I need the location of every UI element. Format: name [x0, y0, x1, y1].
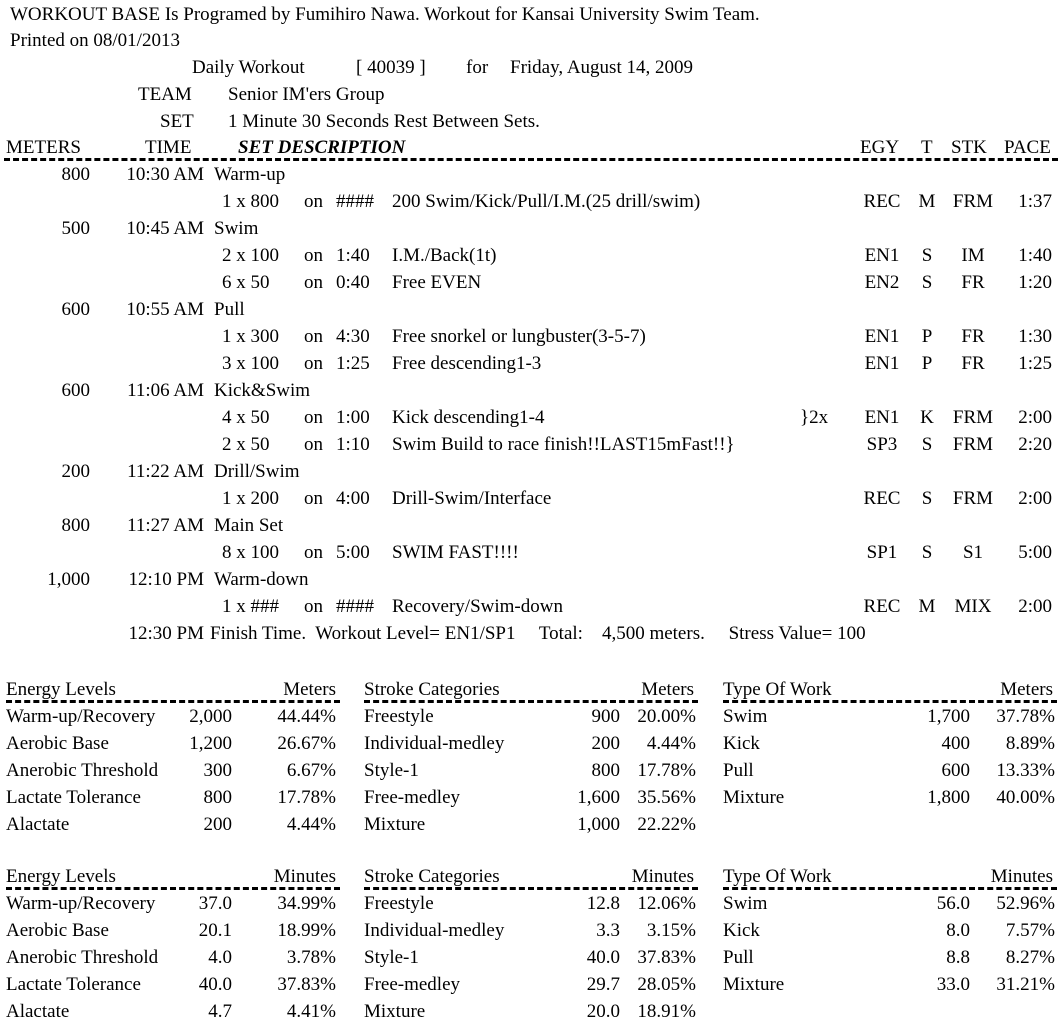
row-interval: 1:25: [336, 353, 370, 374]
summary-label: Aerobic Base: [6, 920, 109, 941]
summary-title: Energy Levels: [6, 866, 116, 887]
row-type: P: [921, 353, 933, 374]
row-description: SWIM FAST!!!!: [392, 542, 519, 563]
summary-label: Warm-up/Recovery: [6, 893, 156, 914]
row-on: on: [304, 245, 323, 266]
summary-label: Swim: [723, 706, 768, 727]
summary-percent: 34.99%: [277, 893, 336, 914]
row-type: S: [921, 542, 933, 563]
team-value: Senior IM'ers Group: [228, 84, 385, 105]
row-pace: 2:00: [1018, 596, 1052, 617]
header-title-line: WORKOUT BASE Is Programed by Fumihiro Nawa. Workout for Kansai University Swim Team.: [10, 4, 760, 25]
team-label: TEAM: [138, 84, 192, 105]
row-on: on: [304, 542, 323, 563]
row-on: on: [304, 488, 323, 509]
row-pace: 1:40: [1018, 245, 1052, 266]
summary-label: Alactate: [6, 814, 70, 835]
row-description: Drill-Swim/Interface: [392, 488, 552, 509]
summary-label: Mixture: [723, 974, 785, 995]
finish-summary: Finish Time. Workout Level= EN1/SP1 Total: 4,500 meters. Stress Value= 100: [210, 623, 866, 644]
summary-percent: 3.78%: [286, 947, 336, 968]
row-energy: SP1: [866, 542, 898, 563]
summary-percent: 20.00%: [637, 706, 696, 727]
summary-label: Lactate Tolerance: [6, 787, 141, 808]
row-energy: EN1: [864, 245, 900, 266]
col-set-description: SET DESCRIPTION: [238, 137, 406, 158]
summary-percent: 31.21%: [996, 974, 1055, 995]
summary-percent: 18.99%: [277, 920, 336, 941]
row-stroke: FRM: [952, 191, 994, 212]
row-type: M: [918, 596, 936, 617]
set-value: 1 Minute 30 Seconds Rest Between Sets.: [228, 111, 540, 132]
summary-label: Lactate Tolerance: [6, 974, 141, 995]
summary-percent: 26.67%: [277, 733, 336, 754]
row-interval: ####: [336, 191, 374, 212]
set-time: 10:55 AM: [126, 299, 204, 320]
summary-value: 20.0: [586, 1001, 620, 1022]
summary-label: Mixture: [364, 814, 426, 835]
summary-label: Swim: [723, 893, 768, 914]
summary-label: Freestyle: [364, 706, 434, 727]
col-egy: EGY: [860, 137, 900, 158]
col-pace: PACE: [1004, 137, 1051, 158]
summary-label: Anerobic Threshold: [6, 947, 159, 968]
summary-label: Warm-up/Recovery: [6, 706, 156, 727]
summary-title: Stroke Categories: [364, 866, 500, 887]
summary-percent: 18.91%: [637, 1001, 696, 1022]
summary-unit: Minutes: [273, 866, 336, 887]
row-pace: 2:00: [1018, 488, 1052, 509]
workout-id: [ 40039 ]: [356, 57, 426, 78]
summary-label: Free-medley: [364, 787, 461, 808]
summary-value: 1,600: [577, 787, 620, 808]
summary-title: Type Of Work: [723, 679, 832, 700]
summary-percent: 4.44%: [286, 814, 336, 835]
set-name: Main Set: [214, 515, 284, 536]
row-pace: 1:37: [1018, 191, 1052, 212]
summary-value: 1,700: [927, 706, 970, 727]
row-description: Free descending1-3: [392, 353, 542, 374]
set-time: 10:45 AM: [126, 218, 204, 239]
summary-value: 400: [941, 733, 970, 754]
summary-value: 8.0: [946, 920, 970, 941]
row-interval: 5:00: [336, 542, 370, 563]
row-reps: 2 x 50: [222, 434, 270, 455]
summary-label: Aerobic Base: [6, 733, 109, 754]
summary-percent: 8.89%: [1005, 733, 1055, 754]
row-energy: EN1: [864, 326, 900, 347]
set-label: SET: [160, 111, 194, 132]
summary-percent: 52.96%: [996, 893, 1055, 914]
workout-date: Friday, August 14, 2009: [510, 57, 693, 78]
row-type: M: [918, 191, 936, 212]
set-meters: 800: [61, 164, 90, 185]
row-reps: 1 x 300: [222, 326, 279, 347]
summary-value: 4.0: [208, 947, 232, 968]
set-name: Swim: [214, 218, 259, 239]
row-on: on: [304, 353, 323, 374]
row-energy: EN1: [864, 353, 900, 374]
summary-percent: 28.05%: [637, 974, 696, 995]
summary-percent: 4.41%: [286, 1001, 336, 1022]
row-on: on: [304, 326, 323, 347]
row-pace: 5:00: [1018, 542, 1052, 563]
row-energy: REC: [863, 596, 901, 617]
row-type: P: [921, 326, 933, 347]
summary-unit: Minutes: [990, 866, 1053, 887]
summary-value: 4.7: [208, 1001, 232, 1022]
summary-label: Individual-medley: [364, 733, 505, 754]
summary-label: Pull: [723, 947, 754, 968]
set-name: Warm-down: [214, 569, 309, 590]
row-description: Swim Build to race finish!!LAST15mFast!!}: [392, 434, 735, 455]
row-description: Free snorkel or lungbuster(3-5-7): [392, 326, 646, 347]
set-time: 12:10 PM: [128, 569, 204, 590]
summary-value: 800: [203, 787, 232, 808]
row-reps: 8 x 100: [222, 542, 279, 563]
summary-label: Alactate: [6, 1001, 70, 1022]
row-stroke: MIX: [954, 596, 992, 617]
summary-label: Style-1: [364, 760, 419, 781]
set-meters: 200: [61, 461, 90, 482]
summary-unit: Meters: [1000, 679, 1053, 700]
row-stroke: FRM: [952, 407, 994, 428]
summary-percent: 13.33%: [996, 760, 1055, 781]
summary-divider: [6, 700, 340, 703]
summary-value: 900: [591, 706, 620, 727]
summary-label: Anerobic Threshold: [6, 760, 159, 781]
summary-percent: 37.83%: [277, 974, 336, 995]
summary-percent: 6.67%: [286, 760, 336, 781]
summary-percent: 40.00%: [996, 787, 1055, 808]
row-pace: 1:30: [1018, 326, 1052, 347]
row-description: Recovery/Swim-down: [392, 596, 563, 617]
finish-time: 12:30 PM: [128, 623, 204, 644]
printed-date: Printed on 08/01/2013: [10, 30, 180, 51]
summary-label: Kick: [723, 733, 760, 754]
set-time: 11:06 AM: [127, 380, 204, 401]
summary-percent: 4.44%: [646, 733, 696, 754]
col-stk: STK: [951, 137, 987, 158]
row-stroke: FR: [961, 353, 985, 374]
summary-unit: Meters: [641, 679, 694, 700]
summary-divider: [723, 887, 1057, 890]
row-reps: 2 x 100: [222, 245, 279, 266]
row-energy: REC: [863, 488, 901, 509]
summary-value: 1,200: [189, 733, 232, 754]
row-description: I.M./Back(1t): [392, 245, 497, 266]
row-reps: 4 x 50: [222, 407, 270, 428]
row-on: on: [304, 434, 323, 455]
summary-percent: 17.78%: [277, 787, 336, 808]
summary-value: 20.1: [198, 920, 232, 941]
row-pace: 2:20: [1018, 434, 1052, 455]
set-time: 11:27 AM: [127, 515, 204, 536]
set-time: 10:30 AM: [126, 164, 204, 185]
summary-value: 40.0: [198, 974, 232, 995]
row-pace: 1:25: [1018, 353, 1052, 374]
set-meters: 600: [61, 299, 90, 320]
set-meters: 800: [61, 515, 90, 536]
summary-divider: [6, 887, 340, 890]
summary-value: 33.0: [936, 974, 970, 995]
summary-value: 200: [203, 814, 232, 835]
row-description: Kick descending1-4: [392, 407, 545, 428]
row-type: S: [921, 245, 933, 266]
summary-value: 3.3: [596, 920, 620, 941]
summary-title: Energy Levels: [6, 679, 116, 700]
summary-value: 56.0: [936, 893, 970, 914]
summary-label: Kick: [723, 920, 760, 941]
row-repeat-bracket: }2x: [800, 407, 829, 428]
set-name: Warm-up: [214, 164, 286, 185]
summary-percent: 35.56%: [637, 787, 696, 808]
summary-unit: Minutes: [631, 866, 694, 887]
row-stroke: FRM: [952, 434, 994, 455]
summary-value: 12.8: [586, 893, 620, 914]
set-meters: 500: [61, 218, 90, 239]
summary-title: Stroke Categories: [364, 679, 500, 700]
set-meters: 600: [61, 380, 90, 401]
row-stroke: S1: [962, 542, 984, 563]
summary-value: 40.0: [586, 947, 620, 968]
row-type: K: [920, 407, 934, 428]
row-stroke: IM: [961, 245, 985, 266]
set-name: Kick&Swim: [214, 380, 311, 401]
summary-value: 600: [941, 760, 970, 781]
summary-value: 37.0: [198, 893, 232, 914]
summary-percent: 22.22%: [637, 814, 696, 835]
summary-divider: [364, 700, 698, 703]
summary-value: 800: [591, 760, 620, 781]
summary-value: 8.8: [946, 947, 970, 968]
set-meters: 1,000: [47, 569, 90, 590]
summary-percent: 7.57%: [1005, 920, 1055, 941]
row-reps: 3 x 100: [222, 353, 279, 374]
summary-value: 200: [591, 733, 620, 754]
summary-value: 2,000: [189, 706, 232, 727]
row-stroke: FRM: [952, 488, 994, 509]
summary-divider: [364, 887, 698, 890]
summary-value: 300: [203, 760, 232, 781]
row-description: 200 Swim/Kick/Pull/I.M.(25 drill/swim): [392, 191, 701, 212]
row-reps: 1 x 200: [222, 488, 279, 509]
row-energy: REC: [863, 191, 901, 212]
summary-label: Mixture: [364, 1001, 426, 1022]
daily-workout-label: Daily Workout: [192, 57, 305, 78]
row-energy: EN2: [864, 272, 900, 293]
summary-percent: 37.83%: [637, 947, 696, 968]
row-type: S: [921, 434, 933, 455]
col-t: T: [921, 137, 933, 158]
summary-label: Individual-medley: [364, 920, 505, 941]
summary-percent: 12.06%: [637, 893, 696, 914]
summary-value: 1,000: [577, 814, 620, 835]
row-on: on: [304, 191, 323, 212]
row-interval: 4:00: [336, 488, 370, 509]
summary-value: 1,800: [927, 787, 970, 808]
row-interval: ####: [336, 596, 374, 617]
row-stroke: FR: [961, 272, 985, 293]
set-name: Pull: [214, 299, 245, 320]
summary-unit: Meters: [283, 679, 336, 700]
for-label: for: [466, 57, 489, 78]
summary-label: Style-1: [364, 947, 419, 968]
summary-value: 29.7: [586, 974, 620, 995]
summary-label: Mixture: [723, 787, 785, 808]
row-on: on: [304, 596, 323, 617]
row-on: on: [304, 407, 323, 428]
summary-label: Pull: [723, 760, 754, 781]
row-reps: 1 x ###: [222, 596, 279, 617]
row-reps: 1 x 800: [222, 191, 279, 212]
summary-percent: 37.78%: [996, 706, 1055, 727]
row-energy: EN1: [864, 407, 900, 428]
row-stroke: FR: [961, 326, 985, 347]
col-meters: METERS: [6, 137, 81, 158]
summary-label: Free-medley: [364, 974, 461, 995]
summary-percent: 8.27%: [1005, 947, 1055, 968]
header-divider: [4, 158, 1058, 161]
row-pace: 1:20: [1018, 272, 1052, 293]
row-interval: 1:00: [336, 407, 370, 428]
summary-percent: 44.44%: [277, 706, 336, 727]
row-pace: 2:00: [1018, 407, 1052, 428]
row-interval: 1:40: [336, 245, 370, 266]
summary-divider: [723, 700, 1057, 703]
set-time: 11:22 AM: [127, 461, 204, 482]
row-interval: 0:40: [336, 272, 370, 293]
row-interval: 1:10: [336, 434, 370, 455]
row-energy: SP3: [866, 434, 898, 455]
row-type: S: [921, 272, 933, 293]
row-on: on: [304, 272, 323, 293]
summary-percent: 3.15%: [646, 920, 696, 941]
summary-title: Type Of Work: [723, 866, 832, 887]
row-reps: 6 x 50: [222, 272, 270, 293]
col-time: TIME: [145, 137, 192, 158]
summary-percent: 17.78%: [637, 760, 696, 781]
row-description: Free EVEN: [392, 272, 482, 293]
row-type: S: [921, 488, 933, 509]
set-name: Drill/Swim: [214, 461, 300, 482]
row-interval: 4:30: [336, 326, 370, 347]
summary-label: Freestyle: [364, 893, 434, 914]
